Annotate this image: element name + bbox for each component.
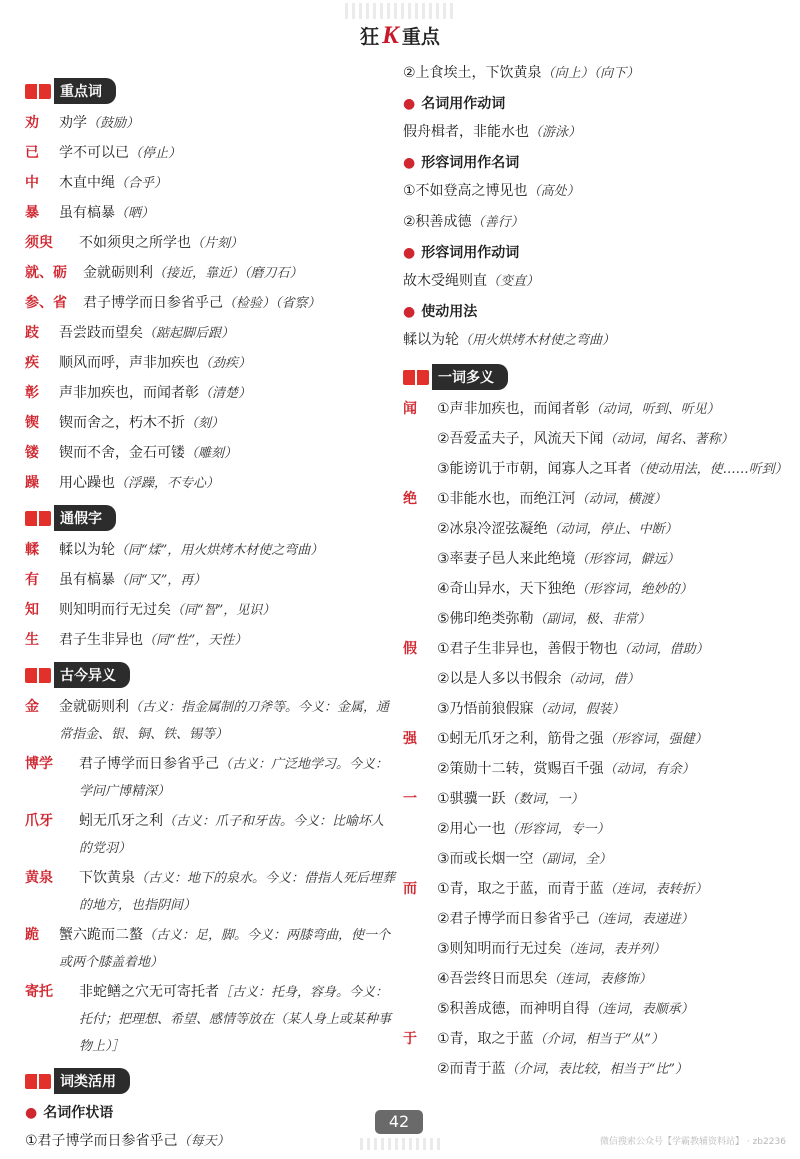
polysemy-gloss: （形容词，强健） (603, 732, 708, 747)
polysemy-sentence: ①青，取之于蓝 (437, 1031, 534, 1047)
section-header: 词类活用 (25, 1068, 395, 1094)
footer-decoration (360, 1138, 440, 1150)
entry-text (83, 290, 395, 317)
polysemy-gloss: （副词，全） (533, 852, 612, 867)
entry-key: 就、砺 (25, 265, 67, 281)
polysemy-text (437, 576, 788, 603)
entry-gloss: （浮躁，不专心） (115, 476, 220, 491)
entry-row (25, 922, 395, 976)
polysemy-text (437, 636, 788, 663)
bullet-dot-icon: ● (403, 304, 416, 320)
polysemy-sentence: ②用心一也 (437, 821, 506, 837)
entry-sentence: 锲而舍之，朽木不折 (59, 415, 185, 431)
polysemy-gloss: （形容词，僻远） (575, 552, 680, 567)
header-title-pre: 狂 (360, 26, 380, 48)
polysemy-key: 闻 (403, 401, 417, 417)
entry-key: 輮 (25, 542, 39, 558)
subheading-label: 形容词用作名词 (421, 155, 520, 171)
polysemy-sentence: ②策勋十二转，赏赐百千强 (437, 761, 604, 777)
polysemy-row (403, 936, 788, 963)
polysemy-gloss: （动词，横渡） (575, 492, 667, 507)
entry-key: 知 (25, 602, 39, 618)
polysemy-row (403, 456, 788, 483)
watermark: 微信搜索公众号【学霸教辅资料站】 · zb2236 (600, 1137, 786, 1147)
book-icon (25, 82, 52, 100)
entry-row (25, 290, 395, 317)
entry-gloss: ［古义：托身，容身。今义：托付；把理想、希望、感情等放在（某人身上或某种事物上）］ (79, 985, 392, 1054)
entry-sentence: 虽有槁暴 (59, 572, 115, 588)
entry-sentence: 蟹六跪而二螯 (59, 927, 143, 943)
example-sentence: ①不如登高之博见也 (403, 183, 528, 199)
polysemy-gloss: （副词，极、非常） (533, 612, 651, 627)
entry-gloss: （停止） (129, 146, 182, 161)
polysemy-sentence: ②吾爱孟夫子，风流天下闻 (437, 431, 604, 447)
entry-text (59, 140, 395, 167)
polysemy-list (403, 396, 788, 1083)
polysemy-sentence: ③率妻子邑人来此绝境 (437, 551, 576, 567)
entry-sentence: 君子博学而日参省乎己 (79, 756, 219, 772)
subheading-label: 名词用作动词 (421, 96, 506, 112)
entry-sentence: 輮以为轮 (59, 542, 115, 558)
example-line (403, 178, 788, 205)
polysemy-gloss: （使动用法，使……听到） (631, 462, 788, 477)
entry-text (59, 200, 395, 227)
entry-row (25, 808, 395, 862)
polysemy-gloss: （连词，表并列） (561, 942, 666, 957)
polysemy-gloss: （动词，听到、听见） (589, 402, 720, 417)
entry-gloss: （刻） (185, 416, 225, 431)
entry-row (25, 470, 395, 497)
polysemy-row (403, 486, 788, 513)
usage-groups (403, 91, 788, 354)
entry-key: 劝 (25, 115, 39, 131)
entry-row (25, 110, 395, 137)
polysemy-row (403, 426, 788, 453)
entry-key: 有 (25, 572, 39, 588)
entry-gloss: （晒） (115, 206, 155, 221)
polysemy-sentence: ②冰泉冷涩弦凝绝 (437, 521, 548, 537)
entry-row (25, 979, 395, 1060)
entry-text (59, 597, 395, 624)
polysemy-sentence: ①蚓无爪牙之利，筋骨之强 (437, 731, 604, 747)
polysemy-text (437, 726, 788, 753)
example-gloss: （变直） (487, 274, 540, 289)
polysemy-gloss: （动词，假装） (533, 702, 625, 717)
entry-key: 须臾 (25, 235, 53, 251)
polysemy-sentence: ③而或长烟一空 (437, 851, 534, 867)
polysemy-text (437, 816, 788, 843)
entry-sentence: 顺风而呼，声非加疾也 (59, 355, 199, 371)
entry-gloss: （雕刻） (185, 446, 238, 461)
example-sentence: ②积善成德 (403, 214, 472, 230)
entry-text (59, 567, 395, 594)
example-sentence: 假舟楫者，非能水也 (403, 124, 529, 140)
example-line: ②上食埃土，下饮黄泉（向上）（向下） (403, 65, 640, 81)
polysemy-gloss: （动词，有余） (603, 762, 695, 777)
left-column (25, 70, 395, 1159)
header-title-k: K (382, 22, 399, 49)
entry-key: 金 (25, 699, 39, 715)
book-icon (25, 509, 52, 527)
polysemy-sentence: ②而青于蓝 (437, 1061, 506, 1077)
polysemy-text (437, 606, 788, 633)
polysemy-text (437, 966, 788, 993)
polysemy-key: 假 (403, 641, 417, 657)
polysemy-gloss: （介词，表比较，相当于“比”） (505, 1062, 688, 1077)
polysemy-row (403, 846, 788, 873)
polysemy-sentence: ④奇山异水，天下独绝 (437, 581, 576, 597)
entry-sentence: 锲而不舍，金石可镂 (59, 445, 185, 461)
polysemy-text (437, 456, 788, 483)
entry-row (25, 350, 395, 377)
polysemy-row (403, 666, 788, 693)
entry-sentence: 劝学 (59, 115, 87, 131)
entry-text (59, 350, 395, 377)
entry-text (59, 380, 395, 407)
polysemy-gloss: （连词，表修饰） (547, 972, 652, 987)
entry-key: 爪牙 (25, 813, 53, 829)
polysemy-row (403, 906, 788, 933)
polysemy-text (437, 516, 788, 543)
polysemy-sentence: ③则知明而行无过矣 (437, 941, 562, 957)
entry-sentence: 吾尝跂而望矣 (59, 325, 143, 341)
subheading (403, 240, 788, 266)
polysemy-text (437, 426, 788, 453)
entry-text (59, 170, 395, 197)
entry-text (79, 808, 395, 862)
polysemy-text (437, 1026, 788, 1053)
subheading (403, 299, 788, 325)
entry-key: 疾 (25, 355, 39, 371)
polysemy-row (403, 696, 788, 723)
polysemy-gloss: （动词，停止、中断） (547, 522, 678, 537)
entry-sentence: 虽有槁暴 (59, 205, 115, 221)
entry-row (25, 380, 395, 407)
tongjiazi-list (25, 537, 395, 654)
polysemy-text (437, 996, 788, 1023)
entry-gloss: （同“性”，天性） (143, 633, 248, 648)
book-icon (403, 368, 430, 386)
entry-sentence: 声非加疾也，而闻者彰 (59, 385, 199, 401)
polysemy-row (403, 576, 788, 603)
bullet-dot-icon: ● (25, 1105, 38, 1121)
entry-row (25, 597, 395, 624)
section-header: 通假字 (25, 505, 395, 531)
polysemy-sentence: ⑤积善成德，而神明自得 (437, 1001, 590, 1017)
section-header: 重点词 (25, 78, 395, 104)
polysemy-key: 绝 (403, 491, 417, 507)
entry-row (25, 865, 395, 919)
polysemy-sentence: ①非能水也，而绝江河 (437, 491, 576, 507)
entry-row (25, 200, 395, 227)
section-header: 古今异义 (25, 662, 395, 688)
entry-sentence: 下饮黄泉 (79, 870, 135, 886)
entry-sentence: 金就砺则利 (83, 265, 153, 281)
book-icon (25, 666, 52, 684)
entry-row (25, 627, 395, 654)
entry-row (25, 537, 395, 564)
example-gloss: （用火烘烤木材使之弯曲） (459, 333, 616, 348)
polysemy-key: 强 (403, 731, 417, 747)
polysemy-text (437, 906, 788, 933)
example-line (403, 119, 788, 146)
bullet-dot-icon: ● (403, 245, 416, 261)
subheading-label: 形容词用作动词 (421, 245, 520, 261)
polysemy-sentence: ④吾尝终日而思矣 (437, 971, 548, 987)
entry-gloss: （踮起脚后跟） (143, 326, 235, 341)
polysemy-text (437, 486, 788, 513)
entry-row (25, 410, 395, 437)
polysemy-row (403, 396, 788, 423)
entry-row (25, 230, 395, 257)
polysemy-sentence: ①骐骥一跃 (437, 791, 506, 807)
entry-gloss: （古义：地下的泉水。今义：借指人死后埋葬的地方，也指阴间） (79, 871, 396, 913)
polysemy-gloss: （连词，表递进） (589, 912, 694, 927)
entry-text (59, 470, 395, 497)
entry-row (25, 440, 395, 467)
entry-key: 镂 (25, 445, 39, 461)
entry-sentence: 学不可以已 (59, 145, 129, 161)
entry-gloss: （清楚） (199, 386, 252, 401)
entry-key: 锲 (25, 415, 39, 431)
polysemy-gloss: （连词，表顺承） (589, 1002, 694, 1017)
entry-key: 生 (25, 632, 39, 648)
entry-sentence: 蚓无爪牙之利 (79, 813, 163, 829)
entry-gloss: （同“煣”，用火烘烤木材使之弯曲） (115, 543, 324, 558)
bullet-dot-icon: ● (403, 155, 416, 171)
subheading: ● 名词作状语 (25, 1105, 114, 1121)
subheading-label: 使动用法 (421, 304, 478, 320)
polysemy-key: 一 (403, 791, 417, 807)
polysemy-text (437, 756, 788, 783)
polysemy-text (437, 696, 788, 723)
polysemy-sentence: ③乃悟前狼假寐 (437, 701, 534, 717)
entry-gloss: （接近，靠近）（磨刀石） (153, 266, 303, 281)
entry-sentence: 金就砺则利 (59, 699, 129, 715)
entry-text (79, 230, 395, 257)
polysemy-text (437, 876, 788, 903)
polysemy-sentence: ①声非加疾也，而闻者彰 (437, 401, 590, 417)
polysemy-row (403, 1026, 788, 1053)
example-gloss: （游泳） (529, 125, 582, 140)
entry-text (59, 537, 395, 564)
entry-row (25, 567, 395, 594)
entry-text (79, 979, 395, 1060)
entry-text (83, 260, 395, 287)
example-sentence: 故木受绳则直 (403, 273, 487, 289)
polysemy-key: 而 (403, 881, 417, 897)
entry-key: 黄泉 (25, 870, 53, 886)
polysemy-text (437, 666, 788, 693)
entry-sentence: 用心躁也 (59, 475, 115, 491)
entry-row (25, 694, 395, 748)
book-icon (25, 1072, 52, 1090)
example-line (403, 268, 788, 295)
subheading (403, 91, 788, 117)
header-decoration (345, 3, 457, 19)
entry-key: 躁 (25, 475, 39, 491)
page-number: 42 (375, 1110, 423, 1134)
example-gloss: （善行） (471, 215, 524, 230)
entry-sentence: 君子博学而日参省乎己 (83, 295, 223, 311)
entry-sentence: 非蛇鳝之穴无可寄托者 (79, 984, 219, 1000)
polysemy-row (403, 966, 788, 993)
polysemy-gloss: （动词，借助） (617, 642, 709, 657)
entry-gloss: （古义：爪子和牙齿。今义：比喻坏人的党羽） (79, 814, 385, 856)
polysemy-sentence: ⑤佛印绝类弥勒 (437, 611, 534, 627)
entry-row (25, 260, 395, 287)
polysemy-row (403, 996, 788, 1023)
polysemy-text (437, 846, 788, 873)
entry-key: 跪 (25, 927, 39, 943)
entry-text (59, 110, 395, 137)
entry-gloss: （古义：指金属制的刀斧等。今义：金属，通常指金、银、铜、铁、锡等） (59, 700, 390, 742)
right-column (403, 60, 788, 1086)
entry-text (59, 922, 395, 976)
entry-gloss: （片刻） (191, 236, 244, 251)
entry-sentence: 木直中绳 (59, 175, 115, 191)
polysemy-gloss: （数词，一） (505, 792, 584, 807)
example-line (403, 327, 788, 354)
polysemy-gloss: （形容词，专一） (505, 822, 610, 837)
polysemy-row (403, 726, 788, 753)
polysemy-key: 于 (403, 1031, 417, 1047)
entry-text (59, 440, 395, 467)
polysemy-gloss: （连词，表转折） (603, 882, 708, 897)
entry-text (59, 694, 395, 748)
entry-gloss: （鼓励） (87, 116, 140, 131)
polysemy-row (403, 636, 788, 663)
entry-gloss: （合乎） (115, 176, 168, 191)
entry-row (25, 320, 395, 347)
polysemy-row (403, 1056, 788, 1083)
entry-key: 中 (25, 175, 39, 191)
polysemy-text (437, 1056, 788, 1083)
polysemy-text (437, 546, 788, 573)
page-header (0, 22, 800, 50)
keyword-list (25, 110, 395, 497)
polysemy-text (437, 936, 788, 963)
polysemy-row (403, 876, 788, 903)
example-line (403, 209, 788, 236)
polysemy-row (403, 516, 788, 543)
entry-sentence: 则知明而行无过矣 (59, 602, 171, 618)
example-gloss: （高处） (527, 184, 580, 199)
entry-sentence: 君子生非异也 (59, 632, 143, 648)
entry-row (25, 751, 395, 805)
example-sentence: 輮以为轮 (403, 332, 459, 348)
entry-gloss: （同“智”，见识） (171, 603, 276, 618)
entry-text (59, 320, 395, 347)
entry-gloss: （检验）（省察） (223, 296, 321, 311)
entry-gloss: （同“又”，再） (115, 573, 207, 588)
entry-key: 彰 (25, 385, 39, 401)
header-title-post: 重点 (401, 26, 440, 48)
entry-key: 跂 (25, 325, 39, 341)
polysemy-row (403, 606, 788, 633)
entry-text (79, 865, 395, 919)
polysemy-row (403, 756, 788, 783)
entry-gloss: （古义：广泛地学习。今义：学问广博精深） (79, 757, 389, 799)
entry-key: 已 (25, 145, 39, 161)
polysemy-sentence: ①君子生非异也，善假于物也 (437, 641, 618, 657)
polysemy-sentence: ①青，取之于蓝，而青于蓝 (437, 881, 604, 897)
entry-key: 寄托 (25, 984, 53, 1000)
polysemy-gloss: （动词，闻名、著称） (603, 432, 734, 447)
entry-key: 博学 (25, 756, 53, 772)
polysemy-sentence: ②君子博学而日参省乎己 (437, 911, 590, 927)
polysemy-row (403, 816, 788, 843)
entry-text (79, 751, 395, 805)
entry-gloss: （古义：足，脚。今义：两膝弯曲，使一个或两个膝盖着地） (59, 928, 391, 970)
polysemy-text (437, 786, 788, 813)
polysemy-gloss: （形容词，绝妙的） (575, 582, 693, 597)
polysemy-row (403, 546, 788, 573)
gujinyiyi-list (25, 694, 395, 1060)
polysemy-row (403, 786, 788, 813)
subheading (403, 150, 788, 176)
polysemy-gloss: （介词，相当于“从”） (533, 1032, 664, 1047)
entry-gloss: （劲疾） (199, 356, 252, 371)
entry-key: 参、省 (25, 295, 67, 311)
example-line: ①君子博学而日参省乎己（每天） (25, 1133, 230, 1149)
polysemy-text (437, 396, 788, 423)
polysemy-gloss: （动词，借） (561, 672, 640, 687)
entry-row (25, 170, 395, 197)
section-header: 一词多义 (403, 364, 788, 390)
bullet-dot-icon: ● (403, 96, 416, 112)
entry-text (59, 627, 395, 654)
entry-text (59, 410, 395, 437)
entry-row (25, 140, 395, 167)
entry-sentence: 不如须臾之所学也 (79, 235, 191, 251)
polysemy-sentence: ②以是人多以书假余 (437, 671, 562, 687)
polysemy-sentence: ③能谤讥于市朝，闻寡人之耳者 (437, 461, 632, 477)
entry-key: 暴 (25, 205, 39, 221)
